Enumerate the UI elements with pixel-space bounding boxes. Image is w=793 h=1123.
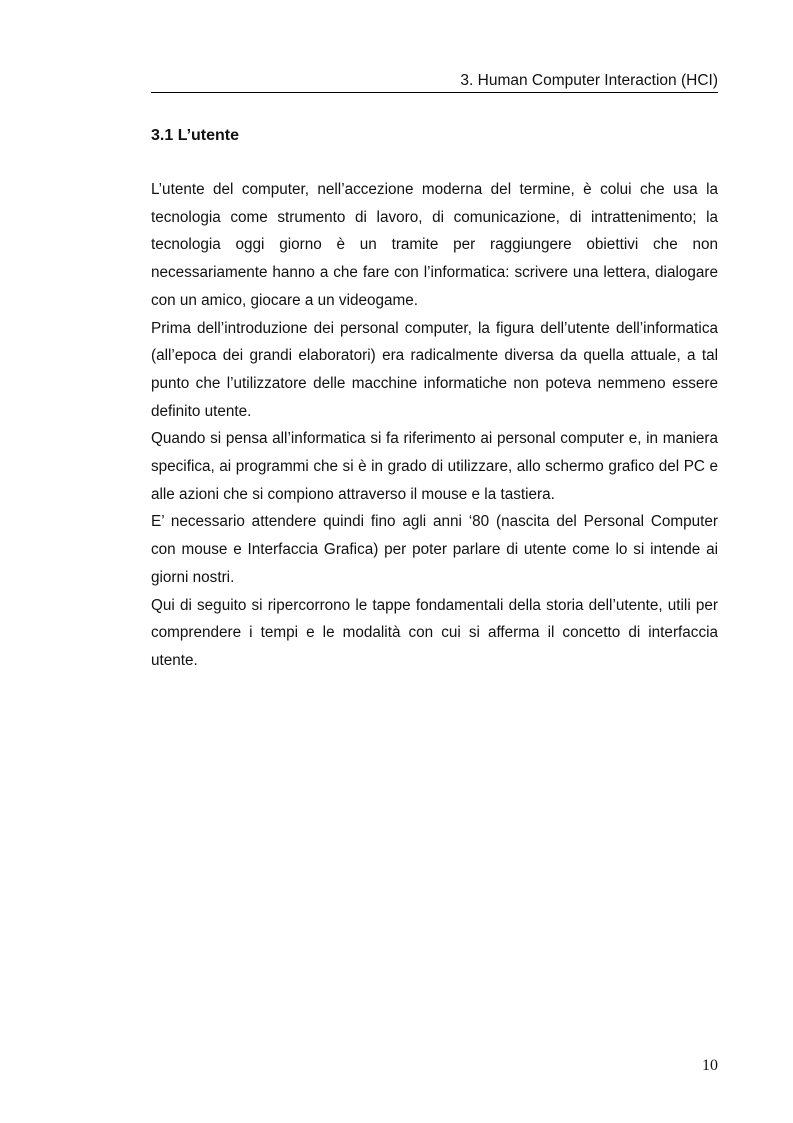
paragraph: E’ necessario attendere quindi fino agli anni ‘80 (nascita del Personal Computer con mouse e Interfaccia Grafica) per poter parlare di utente come lo si intende ai giorni nostri. [151, 513, 718, 586]
paragraph: L’utente del computer, nell’accezione moderna del termine, è colui che usa la tecnologia come strumento di lavoro, di comunicazione, di intrattenimento; la tecnologia oggi giorno è un tramite per raggiungere obiettivi che non necessariamente hanno a che fare con l’informatica: scrivere una lettera, dialogare con un amico, giocare a un videogame. [151, 181, 718, 309]
body-text [151, 176, 718, 675]
running-header [151, 70, 718, 93]
paragraph: Quando si pensa all’informatica si fa riferimento ai personal computer e, in maniera specifica, ai programmi che si è in grado di utilizzare, allo schermo grafico del PC e alle azioni che si compiono attraverso il mouse e la tastiera. [151, 430, 718, 503]
paragraph: Prima dell’introduzione dei personal computer, la figura dell’utente dell’informatica (all’epoca dei grandi elaboratori) era radicalmente diversa da quella attuale, a tal punto che l’utilizzatore delle macchine informatiche non poteva nemmeno essere definito utente. [151, 319, 718, 420]
paragraph: Qui di seguito si ripercorrono le tappe fondamentali della storia dell’utente, utili per comprendere i tempi e le modalità con cui si afferma il concetto di interfaccia utente. [151, 596, 718, 669]
running-header-title: 3. Human Computer Interaction (HCI) [460, 72, 718, 89]
page-number: 10 [702, 1057, 718, 1074]
section-title: 3.1 L’utente [151, 127, 240, 144]
